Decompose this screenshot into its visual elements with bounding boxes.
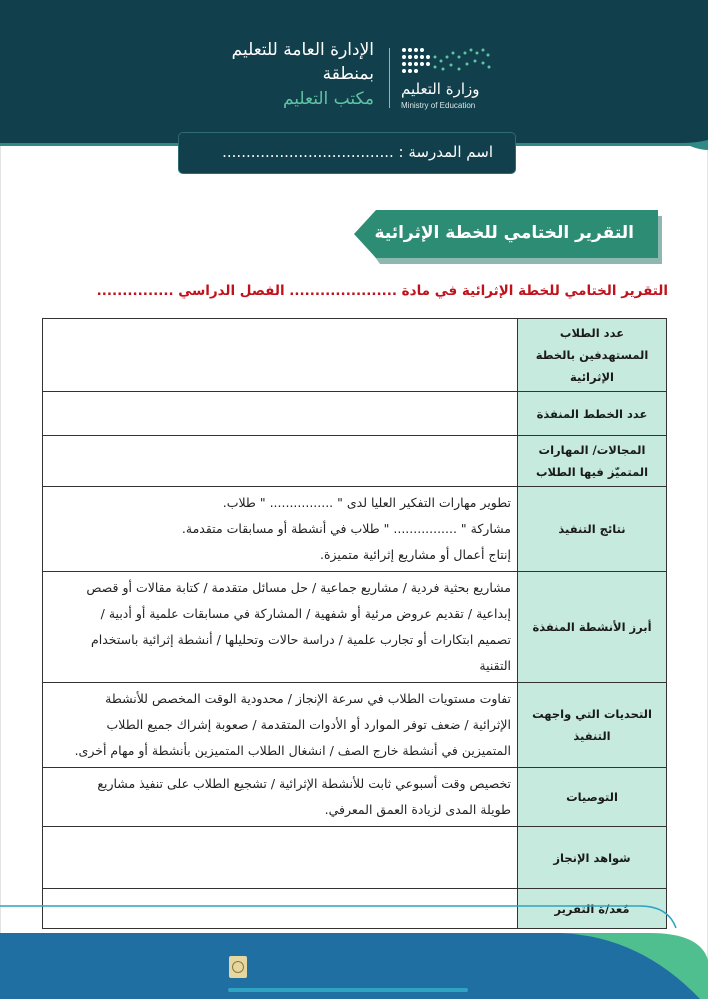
- admin-region: بمنطقة: [322, 64, 374, 84]
- table-row: [43, 487, 667, 572]
- footer-banner: [0, 900, 708, 999]
- row-value[interactable]: [43, 487, 518, 572]
- header-banner: [0, 0, 708, 153]
- row-label: عدد الطلاب المستهدفين بالخطة الإثرائية: [518, 319, 667, 392]
- title-ribbon: [332, 208, 666, 264]
- row-value[interactable]: [43, 683, 518, 768]
- table-row: [43, 768, 667, 827]
- value-line: تصميم ابتكارات أو تجارب علمية / دراسة حالات وتحليلها / أنشطة إثرائية باستخدام: [90, 632, 511, 647]
- value-line: تفاوت مستويات الطلاب في سرعة الإنجاز / محدودية الوقت المخصص للأنشطة: [105, 691, 511, 706]
- table-row: [43, 827, 667, 889]
- report-subtitle: التقرير الختامي للخطة الإثرائية في مادة ..................... الفصل الدراسي ...............: [96, 283, 668, 299]
- report-title: التقرير الختامي للخطة الإثرائية: [374, 223, 634, 243]
- value-line: تخصيص وقت أسبوعي ثابت للأنشطة الإثرائية / تشجيع الطلاب على تنفيذ مشاريع: [97, 776, 511, 791]
- row-value[interactable]: [43, 572, 518, 683]
- footer-accent-bar: [228, 988, 468, 992]
- value-line: الإثرائية / ضعف توفر الموارد أو الأدوات المتقدمة / صعوبة إشراك جميع الطلاب: [106, 717, 511, 732]
- row-value[interactable]: [43, 768, 518, 827]
- row-label: مُعد/ة التقرير: [518, 889, 667, 929]
- table-row: [43, 683, 667, 768]
- value-line: مشاريع بحثية فردية / مشاريع جماعية / حل مسائل متقدمة / كتابة مقالات أو قصص: [86, 580, 511, 595]
- row-value[interactable]: [43, 392, 518, 436]
- logo-divider: [389, 48, 390, 108]
- document-icon: [229, 956, 247, 978]
- table-row: [43, 436, 667, 487]
- school-name-label: اسم المدرسة : ....................................: [222, 143, 493, 161]
- table-row: [43, 572, 667, 683]
- row-label: عدد الخطط المنفذة: [518, 392, 667, 436]
- value-line: التقنية: [479, 658, 511, 673]
- value-line: طويلة المدى لزيادة العمق المعرفي.: [324, 802, 511, 817]
- table-row: [43, 392, 667, 436]
- value-line: إبداعية / تقديم عروض مرئية أو شفهية / المشاركة في مسابقات علمية أو أدبية /: [100, 606, 511, 621]
- row-label: التوصيات: [518, 768, 667, 827]
- school-name-box[interactable]: [179, 133, 515, 173]
- row-value[interactable]: [43, 319, 518, 392]
- row-label: نتائج التنفيذ: [518, 487, 667, 572]
- row-value[interactable]: [43, 436, 518, 487]
- ministry-name-arabic: وزارة التعليم: [401, 80, 480, 98]
- row-label: أبرز الأنشطة المنفذة: [518, 572, 667, 683]
- value-line: إنتاج أعمال أو مشاريع إثرائية متميزة.: [319, 547, 511, 562]
- education-office: مكتب التعليم: [282, 89, 374, 109]
- row-label: المجالات/ المهارات المتميّز فيها الطلاب: [518, 436, 667, 487]
- value-line: مشاركة " ................ " طلاب في أنشطة أو مسابقات متقدمة.: [181, 521, 511, 536]
- ministry-name-english: Ministry of Education: [401, 101, 476, 110]
- value-line: المتميزين في أنشطة خارج الصف / انشغال الطلاب المتميزين بأنشطة أو مهام أخرى.: [74, 743, 511, 758]
- row-value[interactable]: [43, 827, 518, 889]
- footer-background: [0, 900, 708, 999]
- value-line: تطوير مهارات التفكير العليا لدى " ................ " طلاب.: [222, 495, 511, 510]
- row-label: شواهد الإنجاز: [518, 827, 667, 889]
- table-row: [43, 319, 667, 392]
- row-label: التحديات التي واجهت التنفيذ: [518, 683, 667, 768]
- admin-title: الإدارة العامة للتعليم: [231, 40, 374, 60]
- report-table: [42, 318, 667, 929]
